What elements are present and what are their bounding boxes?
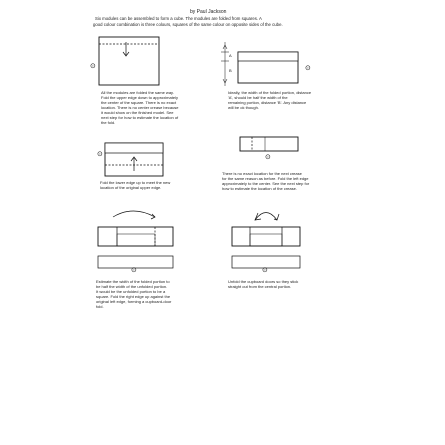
intro-line-1: Six modules can be assembled to form a cube. The modules are folded from squares. A [95, 16, 262, 21]
step2-right-line: approximately to the center. See the next step for [222, 181, 310, 186]
step3-right-line: Unfold the cupboard doors so they stick [228, 279, 299, 284]
step1-right-line: remaining portion, distance 'B'. Any distance [228, 100, 307, 105]
step1-left-line: location. There is no center crease because [101, 105, 179, 110]
step1-right-line: Ideally, the width of the folded portion, distance [228, 90, 312, 95]
step3-left-line: fold. [96, 304, 104, 309]
step1-right-marker: ⊙ [305, 64, 311, 72]
step2-right-line: There is no exact location for the next crease [222, 171, 302, 176]
step1-left-line: next step for how to estimate the location of [101, 115, 179, 120]
step2-right-line: for the same reason as before. Fold the left edge [222, 176, 309, 181]
step3-right-marker: ⊙ [262, 266, 268, 274]
step2-left-marker: ⊙ [97, 150, 103, 158]
step1-right-line: 'A', should be half the width of the [228, 95, 288, 100]
step1-left-line: All the modules are folded the same way. [101, 90, 174, 95]
intro-line-2: good colour combination is three colours, squares of the same colour on opposite sides of the cube. [93, 22, 283, 27]
step3-left-line: be half the width of the unfolded portion. [96, 284, 168, 289]
step2-right-line: how to estimate the location of the crease. [222, 186, 297, 191]
step2-right-marker: ⊙ [265, 153, 271, 161]
step2-left-line: Fold the lower edge up to meet the new [100, 180, 171, 185]
step3-left-marker: ⊙ [131, 266, 137, 274]
step3-left-line: original left edge, forming a cupboard-door [96, 299, 172, 304]
step1-left-marker: ⊙ [90, 62, 96, 70]
step3-left-line: Estimate the width of the folded portion to [96, 279, 170, 284]
step1-left-line: Fold the upper edge down to approximately [101, 95, 178, 100]
step1-right-line: will be ok though. [228, 105, 259, 110]
step3-left-line: square. Fold the right edge up against the [96, 294, 171, 299]
step1-left-line: the fold. [101, 120, 116, 125]
step2-left-line: location of the original upper edge. [100, 185, 162, 190]
step1-left-line: it would show on the finished model. See [101, 110, 174, 115]
step1-label-b: B [229, 68, 232, 73]
step1-label-a: A [229, 53, 232, 58]
brand-credit: by Paul Jackson [190, 9, 227, 15]
step1-left-line: the center of the square. There is no exact [101, 100, 177, 105]
step3-left-line: It would be the unfolded portion to be a [96, 289, 166, 294]
step3-right-line: straight out from the central portion. [228, 284, 292, 289]
